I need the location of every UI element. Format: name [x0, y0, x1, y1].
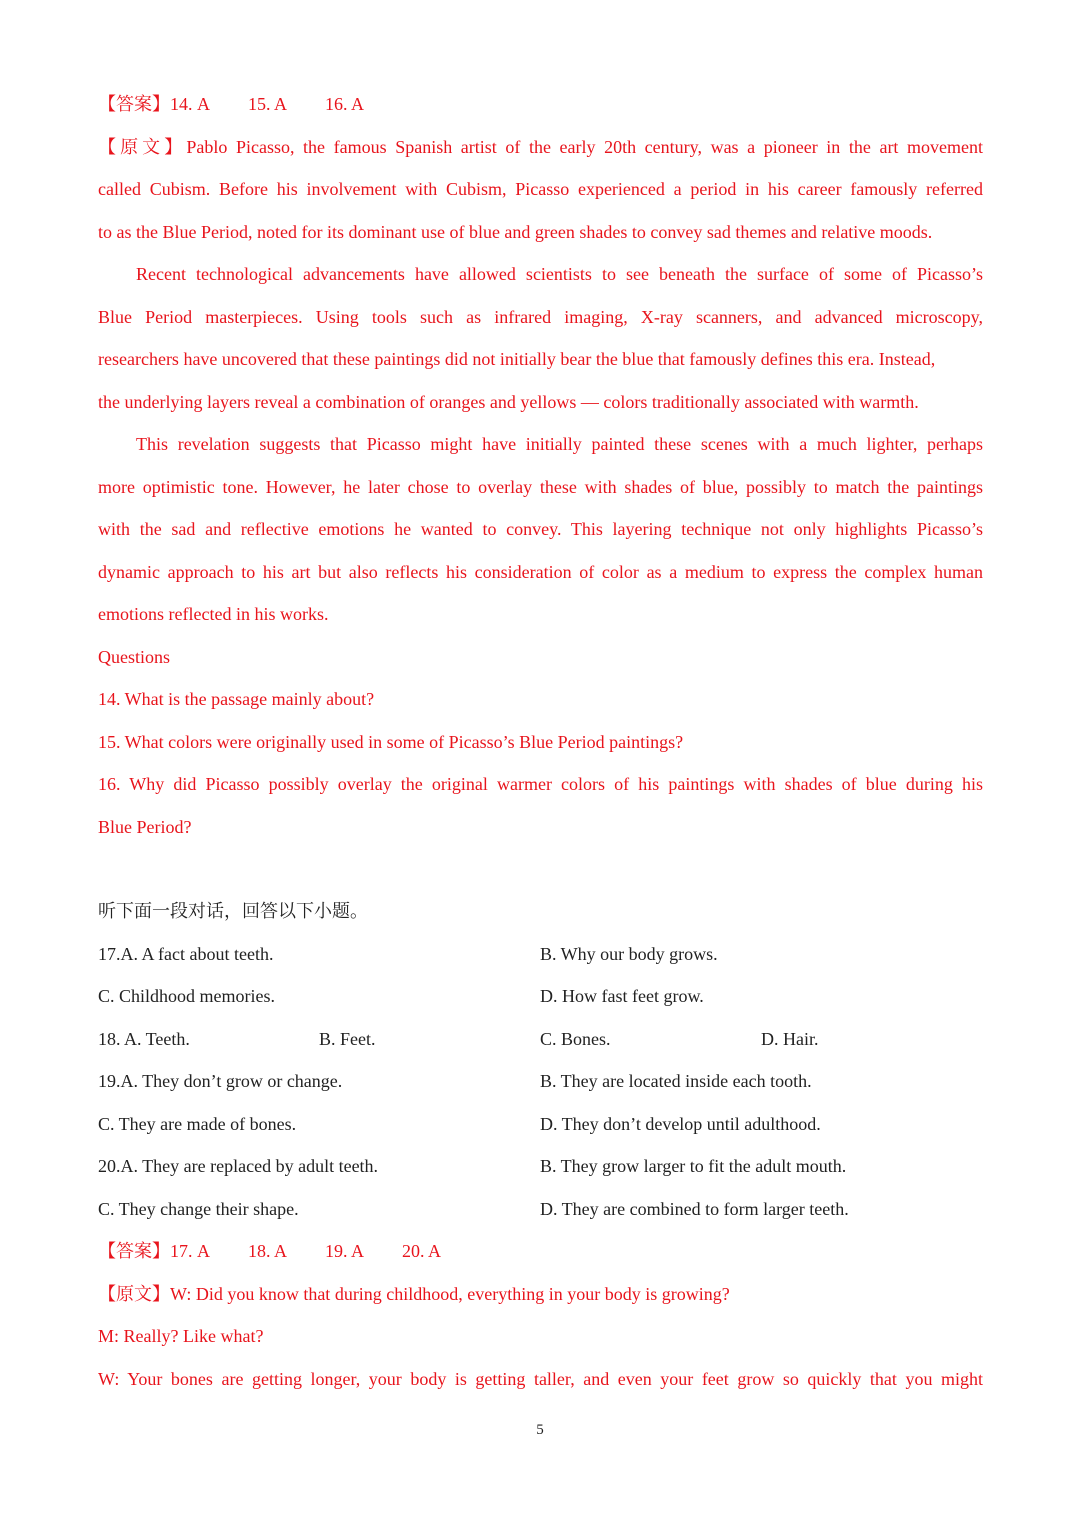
option-18-d: D. Hair. [761, 1029, 819, 1049]
option-20-c: C. They change their shape. [98, 1199, 299, 1219]
section-instruction: 听下面一段对话，回答以下小题。 [98, 901, 368, 921]
answer-item: 18. A [248, 1241, 288, 1261]
answer-item: 14. A [170, 94, 210, 114]
transcript-line: This revelation suggests that Picasso might have initially painted these scenes with a much lighter, perhaps [136, 434, 983, 454]
transcript-label: 【原文】 [98, 137, 187, 157]
transcript-label: 【原文】 [98, 1284, 170, 1304]
transcript-line: dynamic approach to his art but also reflects his consideration of color as a medium to express the complex human [98, 562, 983, 582]
answer-label: 【答案】 [98, 94, 170, 114]
option-19-d: D. They don’t develop until adulthood. [540, 1114, 821, 1134]
transcript-line: Blue Period masterpieces. Using tools such as infrared imaging, X-ray scanners, and advanced microscopy, [98, 307, 983, 327]
option-18-c: C. Bones. [540, 1029, 611, 1049]
option-17-b: B. Why our body grows. [540, 944, 718, 964]
questions-heading: Questions [98, 647, 170, 667]
question-line: 15. What colors were originally used in some of Picasso’s Blue Period paintings? [98, 732, 684, 752]
transcript-line: W: Your bones are getting longer, your body is getting taller, and even your feet grow so quickly that you might [98, 1369, 983, 1389]
answer-line-1 [98, 92, 983, 116]
transcript-line: called Cubism. Before his involvement with Cubism, Picasso experienced a period in his career famously referred [98, 179, 983, 199]
transcript-text: Pablo Picasso, the famous Spanish artist of the early 20th century, was a pioneer in the art movement [186, 137, 984, 157]
option-20-d: D. They are combined to form larger teeth. [540, 1199, 849, 1219]
option-20-b: B. They grow larger to fit the adult mouth. [540, 1156, 847, 1176]
option-18-b: B. Feet. [319, 1029, 376, 1049]
transcript-line: M: Really? Like what? [98, 1326, 264, 1346]
option-17-c: C. Childhood memories. [98, 986, 275, 1006]
answer-item: 15. A [248, 94, 288, 114]
transcript-line: with the sad and reflective emotions he wanted to convey. This layering technique not only highlights Picasso’s [98, 519, 983, 539]
transcript-line [98, 1282, 983, 1306]
answer-line-2 [98, 1239, 983, 1263]
page-number: 5 [536, 1422, 544, 1438]
option-19-b: B. They are located inside each tooth. [540, 1071, 812, 1091]
option-17-d: D. How fast feet grow. [540, 986, 704, 1006]
transcript-line: Recent technological advancements have allowed scientists to see beneath the surface of some of Picasso’s [136, 264, 983, 284]
option-17-a: 17.A. A fact about teeth. [98, 944, 274, 964]
answer-item: 19. A [325, 1241, 365, 1261]
transcript-line: the underlying layers reveal a combination of oranges and yellows — colors traditionally associated with warmth. [98, 392, 919, 412]
option-19-c: C. They are made of bones. [98, 1114, 297, 1134]
option-20-a: 20.A. They are replaced by adult teeth. [98, 1156, 379, 1176]
question-line: Blue Period? [98, 817, 192, 837]
transcript-line: researchers have uncovered that these paintings did not initially bear the blue that famously defines this era. Instead, [98, 349, 936, 369]
option-19-a: 19.A. They don’t grow or change. [98, 1071, 343, 1091]
transcript-line: emotions reflected in his works. [98, 604, 329, 624]
transcript-line: more optimistic tone. However, he later chose to overlay these with shades of blue, possibly to match the paintings [98, 477, 983, 497]
transcript-line [98, 135, 983, 159]
transcript-text: W: Did you know that during childhood, everything in your body is growing? [170, 1284, 730, 1304]
option-18-a: 18. A. Teeth. [98, 1029, 190, 1049]
answer-item: 17. A [170, 1241, 210, 1261]
answer-item: 20. A [402, 1241, 442, 1261]
question-line: 16. Why did Picasso possibly overlay the original warmer colors of his paintings with shades of blue during his [98, 774, 983, 794]
transcript-line: to as the Blue Period, noted for its dominant use of blue and green shades to convey sad themes and relative moods. [98, 222, 933, 242]
answer-label: 【答案】 [98, 1241, 170, 1261]
answer-item: 16. A [325, 94, 365, 114]
question-line: 14. What is the passage mainly about? [98, 689, 375, 709]
